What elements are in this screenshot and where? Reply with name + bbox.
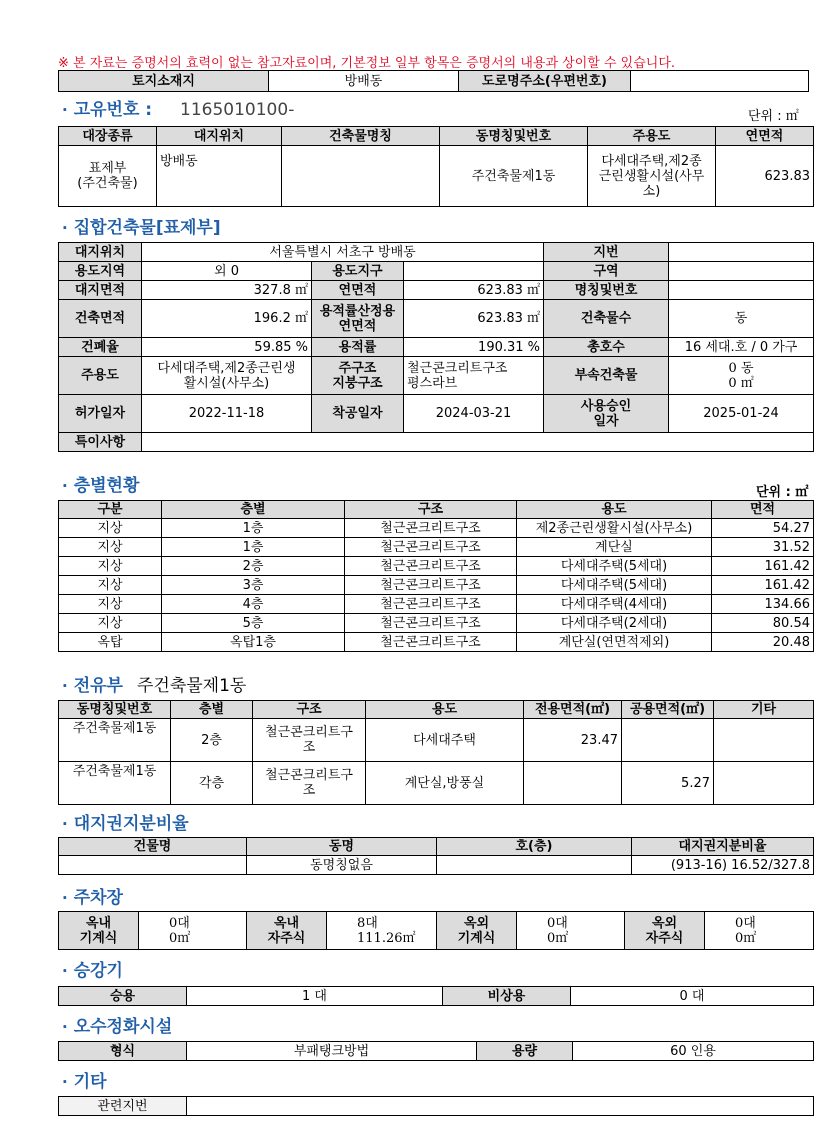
- excl-floor: 2층: [171, 719, 253, 762]
- floors-status-title-text: 층별현황: [73, 476, 140, 496]
- ledger-table: [58, 126, 814, 207]
- excl-dong: 주건축물제1동: [59, 762, 171, 805]
- excl-col-structure: 구조: [253, 701, 366, 719]
- remarks-label: 특이사항: [59, 433, 142, 452]
- parking-indoor-self-label: 옥내 자주식: [247, 912, 327, 950]
- excl-use: 계단실,방풍실: [366, 762, 524, 805]
- excl-private-area: 23.47: [524, 719, 622, 762]
- structure-label: 주구조 지붕구조: [312, 357, 404, 395]
- table-row: [59, 762, 814, 805]
- parking-indoor-mech-value: 0대 0㎡: [139, 912, 247, 950]
- table-row: [59, 856, 814, 875]
- notice-text: ※ 본 자료는 증명서의 효력이 없는 참고자료이며, 기본정보 일부 항목은 증명서의 내용과 상이할 수 있습니다.: [58, 56, 676, 71]
- structure: 철근콘크리트구조 평스라브: [404, 357, 544, 395]
- main-use-label: 주용도: [59, 357, 142, 395]
- elevator-passenger-label: 승용: [59, 987, 187, 1006]
- site-area: 327.8 ㎡: [142, 281, 312, 300]
- sewage-title-text: 오수정화시설: [73, 1017, 173, 1037]
- etc-title-text: 기타: [73, 1072, 107, 1092]
- share-col-building: 건물명: [59, 838, 247, 856]
- use-district-label: 용도지역: [59, 262, 142, 281]
- excl-floor: 각층: [171, 762, 253, 805]
- floor-level: 2층: [162, 557, 345, 576]
- floor-structure: 철근콘크리트구조: [345, 519, 517, 538]
- summary-table: [58, 242, 814, 452]
- floor-area: 161.42: [712, 576, 814, 595]
- table-row: [59, 576, 814, 595]
- table-row: [59, 633, 814, 652]
- parking-outdoor-mech-value: 0대 0㎡: [517, 912, 625, 950]
- name-no: [669, 281, 814, 300]
- elevator-emergency-label: 비상용: [443, 987, 571, 1006]
- far-label: 용적률: [312, 338, 404, 357]
- excl-structure: 철근콘크리트구 조: [253, 719, 366, 762]
- floors-col-use: 용도: [517, 501, 712, 519]
- excl-dong: 주건축물제1동: [59, 719, 171, 762]
- site-location: 서울특별시 서초구 방배동: [142, 243, 544, 262]
- start-label: 착공일자: [312, 395, 404, 433]
- floor-area: 134.66: [712, 595, 814, 614]
- excl-private-area: [524, 762, 622, 805]
- floor-category: 지상: [59, 595, 162, 614]
- excl-structure: 철근콘크리트구 조: [253, 762, 366, 805]
- excl-col-floor: 층별: [171, 701, 253, 719]
- far: 190.31 %: [404, 338, 544, 357]
- parking-title-text: 주차장: [73, 888, 123, 908]
- ledger-col-type: 대장종류: [59, 127, 157, 146]
- permit-date: 2022-11-18: [142, 395, 312, 433]
- zone-label: 구역: [544, 262, 669, 281]
- land-share-title: · 대지권지분비율: [62, 814, 189, 834]
- floor-level: 1층: [162, 519, 345, 538]
- sewage-capacity-label: 용량: [477, 1042, 573, 1061]
- road-address-value: [631, 71, 809, 92]
- excl-col-use: 용도: [366, 701, 524, 719]
- households: 16 세대.호 / 0 가구: [669, 338, 814, 357]
- floors-col-area: 면적: [712, 501, 814, 519]
- floor-level: 옥탑1층: [162, 633, 345, 652]
- ledger-name: [282, 146, 440, 207]
- exclusive-title-text: 전유부: [73, 676, 123, 696]
- floor-area: 80.54: [712, 614, 814, 633]
- excl-common-area: 5.27: [622, 762, 714, 805]
- exclusive-title: · 전유부 주건축물제1동: [62, 676, 247, 696]
- floor-level: 3층: [162, 576, 345, 595]
- ledger-use: 다세대주택,제2종 근린생활시설(사무 소): [588, 146, 716, 207]
- share-col-dong: 동명: [247, 838, 437, 856]
- excl-common-area: [622, 719, 714, 762]
- ledger-col-use: 주용도: [588, 127, 716, 146]
- building-area-label: 건축면적: [59, 300, 142, 338]
- ledger-col-site: 대지위치: [157, 127, 282, 146]
- use-zone-label: 용도지구: [312, 262, 404, 281]
- table-row: [59, 595, 814, 614]
- floor-structure: 철근콘크리트구조: [345, 538, 517, 557]
- lot-no: [669, 243, 814, 262]
- floors-col-floor: 층별: [162, 501, 345, 519]
- excl-use: 다세대주택: [366, 719, 524, 762]
- share-ho: [437, 856, 632, 875]
- sewage-title: · 오수정화시설: [62, 1017, 173, 1037]
- location-label: 토지소재지: [59, 71, 269, 92]
- ledger-area: 623.83: [716, 146, 814, 207]
- lot-no-label: 지번: [544, 243, 669, 262]
- etc-table: [58, 1096, 814, 1116]
- ledger-col-area: 연면적: [716, 127, 814, 146]
- share-ratio: (913-16) 16.52/327.8: [632, 856, 814, 875]
- table-row: [59, 719, 814, 762]
- parking-outdoor-mech-label: 옥외 기계식: [437, 912, 517, 950]
- floor-category: 옥탑: [59, 633, 162, 652]
- floor-level: 1층: [162, 538, 345, 557]
- parking-outdoor-self-value: 0대 0㎡: [705, 912, 814, 950]
- parking-indoor-mech-label: 옥내 기계식: [59, 912, 139, 950]
- share-col-ratio: 대지권지분비율: [632, 838, 814, 856]
- parking-table: [58, 911, 814, 950]
- excl-col-common-area: 공용면적(㎡): [622, 701, 714, 719]
- floor-category: 지상: [59, 557, 162, 576]
- annex-label: 부속건축물: [544, 357, 669, 395]
- table-row: [59, 614, 814, 633]
- permit-label: 허가일자: [59, 395, 142, 433]
- table-row: [59, 538, 814, 557]
- far-area-label: 용적률산정용 연면적: [312, 300, 404, 338]
- annex: 0 동 0 ㎡: [669, 357, 814, 395]
- elevator-title: · 승강기: [62, 961, 123, 981]
- excl-col-dong: 동명칭및번호: [59, 701, 171, 719]
- floor-use: 다세대주택(5세대): [517, 576, 712, 595]
- elevator-emergency: 0 대: [571, 987, 814, 1006]
- elevator-passenger: 1 대: [187, 987, 443, 1006]
- sewage-table: [58, 1041, 814, 1061]
- floor-use: 다세대주택(4세대): [517, 595, 712, 614]
- floor-use: 계단실: [517, 538, 712, 557]
- floor-use: 제2종근린생활시설(사무소): [517, 519, 712, 538]
- table-row: [59, 557, 814, 576]
- floor-category: 지상: [59, 614, 162, 633]
- road-address-label: 도로명주소(우편번호): [459, 71, 631, 92]
- exclusive-table: [58, 700, 814, 805]
- floors-status-table: [58, 500, 814, 652]
- main-use: 다세대주택,제2종근린생 활시설(사무소): [142, 357, 312, 395]
- parking-title: · 주차장: [62, 888, 123, 908]
- land-share-title-text: 대지권지분비율: [73, 814, 189, 834]
- table-row: [59, 519, 814, 538]
- floor-structure: 철근콘크리트구조: [345, 614, 517, 633]
- floor-structure: 철근콘크리트구조: [345, 576, 517, 595]
- ledger-site: 방배동: [157, 146, 282, 207]
- floors-col-category: 구분: [59, 501, 162, 519]
- unique-no-value: 1165010100-: [180, 100, 295, 120]
- floor-area: 31.52: [712, 538, 814, 557]
- bcr: 59.85 %: [142, 338, 312, 357]
- remarks: [142, 433, 814, 452]
- summary-title-text: 집합건축물[표제부]: [73, 218, 221, 238]
- unique-no-label: 고유번호 :: [73, 100, 153, 120]
- floors-status-title: · 층별현황: [62, 476, 140, 496]
- floor-structure: 철근콘크리트구조: [345, 633, 517, 652]
- use-zone: [404, 262, 544, 281]
- summary-title: · 집합건축물[표제부]: [62, 218, 221, 238]
- floors-col-structure: 구조: [345, 501, 517, 519]
- floors-status-unit: 단위 : ㎡: [756, 485, 809, 500]
- floors: 동: [669, 300, 814, 338]
- floor-use: 다세대주택(5세대): [517, 557, 712, 576]
- sewage-type: 부패탱크방법: [187, 1042, 477, 1061]
- sewage-capacity: 60 인용: [573, 1042, 814, 1061]
- excl-col-private-area: 전용면적(㎡): [524, 701, 622, 719]
- approval-date: 2025-01-24: [669, 395, 814, 433]
- sewage-type-label: 형식: [59, 1042, 187, 1061]
- parking-outdoor-self-label: 옥외 자주식: [625, 912, 705, 950]
- far-area: 623.83 ㎡: [404, 300, 544, 338]
- floor-use: 계단실(연면적제외): [517, 633, 712, 652]
- excl-etc: [714, 762, 814, 805]
- floor-structure: 철근콘크리트구조: [345, 595, 517, 614]
- location-value: 방배동: [269, 71, 459, 92]
- floor-structure: 철근콘크리트구조: [345, 557, 517, 576]
- share-building: [59, 856, 247, 875]
- use-district: 외 0: [142, 262, 312, 281]
- elevator-title-text: 승강기: [73, 961, 123, 981]
- land-share-table: [58, 837, 814, 875]
- site-area-label: 대지면적: [59, 281, 142, 300]
- elevator-table: [58, 986, 814, 1006]
- floors-label: 건축물수: [544, 300, 669, 338]
- floor-area: 54.27: [712, 519, 814, 538]
- excl-col-etc: 기타: [714, 701, 814, 719]
- floor-level: 4층: [162, 595, 345, 614]
- ledger-col-name: 건축물명칭: [282, 127, 440, 146]
- floor-use: 다세대주택(2세대): [517, 614, 712, 633]
- excl-etc: [714, 719, 814, 762]
- share-dong: 동명칭없음: [247, 856, 437, 875]
- related-lot-label: 관련지번: [59, 1097, 187, 1116]
- ledger-type: 표제부 (주건축물): [59, 146, 157, 207]
- name-no-label: 명칭및번호: [544, 281, 669, 300]
- etc-title: · 기타: [62, 1072, 107, 1092]
- floor-area: 20.48: [712, 633, 814, 652]
- floor-category: 지상: [59, 519, 162, 538]
- site-location-label: 대지위치: [59, 243, 142, 262]
- total-area-label: 연면적: [312, 281, 404, 300]
- floor-category: 지상: [59, 538, 162, 557]
- floor-area: 161.42: [712, 557, 814, 576]
- total-area: 623.83 ㎡: [404, 281, 544, 300]
- zone: [669, 262, 814, 281]
- related-lot: [187, 1097, 814, 1116]
- households-label: 총호수: [544, 338, 669, 357]
- floor-category: 지상: [59, 576, 162, 595]
- floor-level: 5층: [162, 614, 345, 633]
- ledger-dong: 주건축물제1동: [440, 146, 588, 207]
- bcr-label: 건폐율: [59, 338, 142, 357]
- exclusive-subtitle: 주건축물제1동: [136, 676, 247, 696]
- start-date: 2024-03-21: [404, 395, 544, 433]
- parking-indoor-self-value: 8대 111.26㎡: [327, 912, 437, 950]
- header-table: [58, 70, 809, 92]
- approval-label: 사용승인 일자: [544, 395, 669, 433]
- share-col-ho: 호(층): [437, 838, 632, 856]
- ledger-col-dong: 동명칭및번호: [440, 127, 588, 146]
- unique-no-title: · 고유번호 : 1165010100-: [62, 100, 295, 120]
- unique-no-unit: 단위 : ㎡: [748, 109, 799, 124]
- building-area: 196.2 ㎡: [142, 300, 312, 338]
